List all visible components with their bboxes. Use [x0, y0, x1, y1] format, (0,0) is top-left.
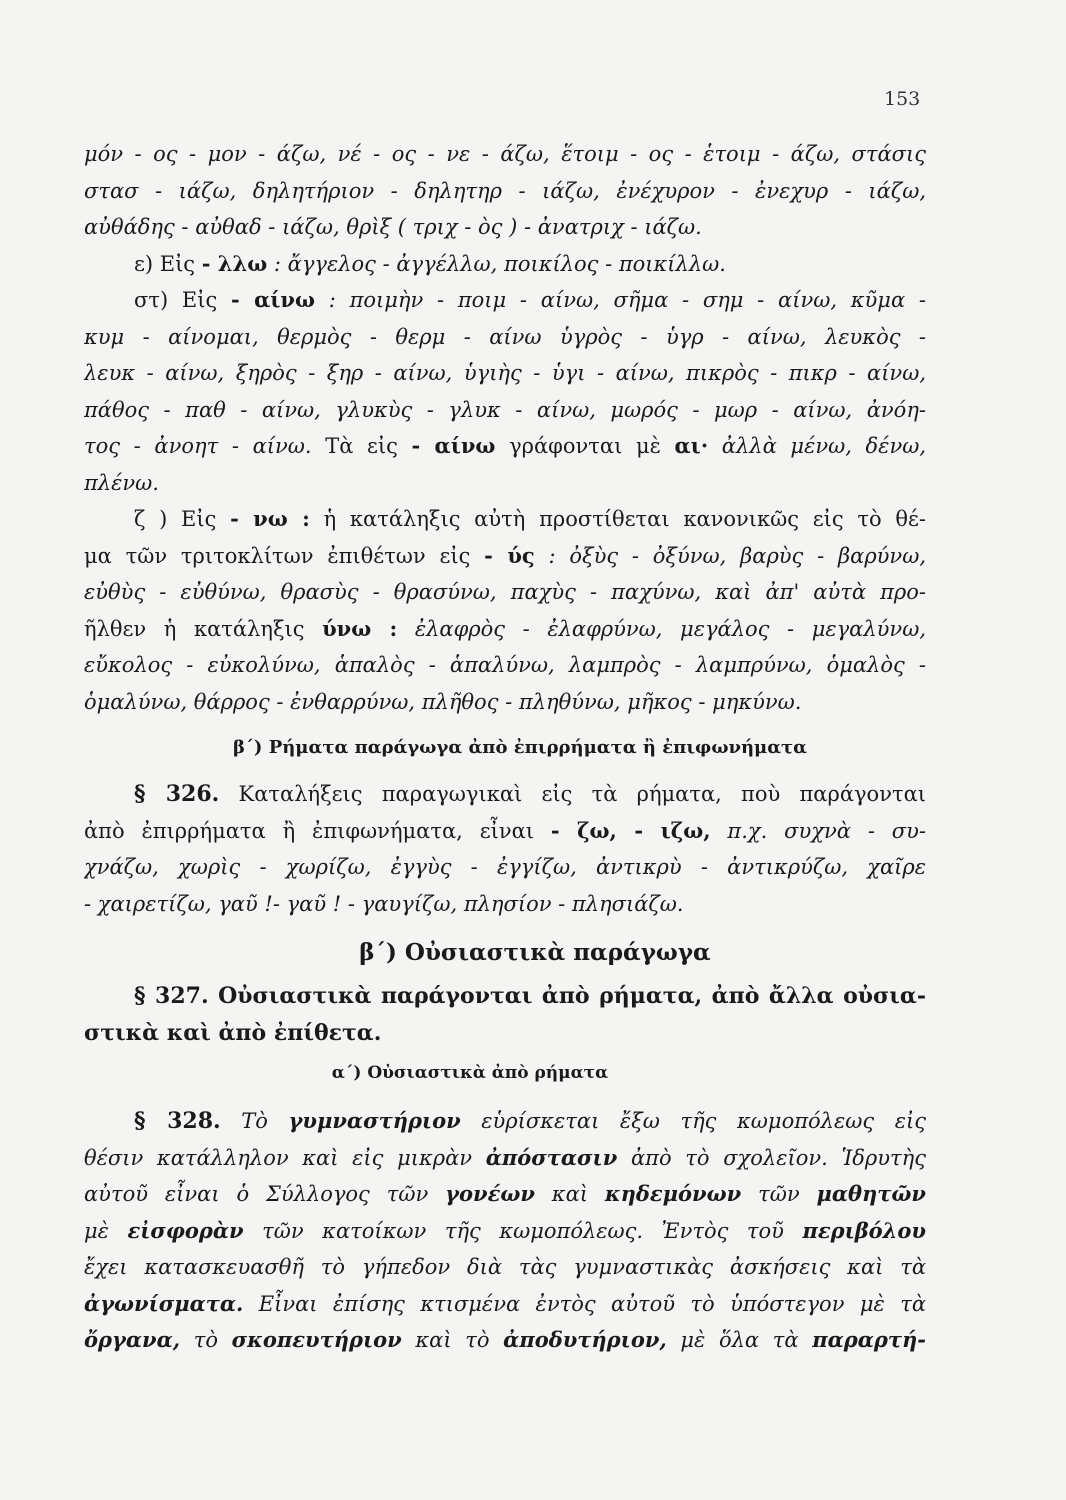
text-line	[84, 1322, 926, 1359]
suffix-bold: ύνω :	[322, 615, 398, 641]
text-line	[84, 1286, 926, 1323]
text-line	[84, 501, 926, 538]
text-span: ἡ κατάληξις αὐτὴ προστίθεται κανονικῶς εἰς τὸ θέ-	[309, 507, 926, 531]
text-span: ἔχει κατασκευασθῆ τὸ γήπεδον διὰ τὰς γυμναστικὰς ἀσκήσεις καὶ τὰ	[84, 1255, 926, 1279]
term-bold: σκοπευτήριον	[231, 1327, 402, 1352]
text-span: ἀπὸ ἐπιρρήματα ἢ ἐπιφωνήματα, εἶναι	[84, 818, 551, 843]
section-number: § 328.	[134, 1108, 221, 1134]
suffix-bold: - νω :	[230, 506, 310, 531]
text-span: αὐθάδης - αὐθαδ - ιάζω, θρὶξ ( τριχ - ὸς ) - ἀνατριχ - ιάζω.	[84, 215, 702, 239]
term-bold: εἰσφορὰν	[127, 1217, 244, 1243]
text-span: τὸ	[180, 1328, 232, 1352]
text-span: κυμ - αίνομαι, θερμὸς - θερμ - αίνω ὑγρὸς - ὑγρ - αίνω, λευκὸς -	[84, 324, 926, 349]
text-span: ἀλλὰ μένω, δένω,	[708, 434, 926, 458]
text-span: - χαιρετίζω, γαῦ !- γαῦ ! - γαυγίζω, πλησίον - πλησιάζω.	[84, 891, 684, 916]
text-line	[84, 465, 926, 502]
text-span: ζ ) Εἰς	[134, 507, 231, 531]
text-line	[84, 173, 926, 210]
text-span: θέσιν κατάλληλον καὶ εἰς μικρὰν	[84, 1145, 486, 1170]
suffix-bold: αι·	[674, 433, 709, 458]
term-bold: ὄργανα,	[84, 1327, 181, 1352]
text-line	[84, 1140, 926, 1177]
suffix-bold: - ζω, - ιζω,	[550, 817, 711, 843]
text-span: γράφονται μὲ	[495, 434, 675, 458]
term-bold: γονέων	[445, 1181, 535, 1206]
text-span: χνάζω, χωρὶς - χωρίζω, ἐγγὺς - ἐγγίζω, ἀντικρὺ - ἀντικρύζω, χαῖρε	[84, 855, 926, 879]
text-span: ῆλθεν ἡ κατάληξις	[84, 616, 323, 641]
text-span: μα τῶν τριτοκλίτων ἐπιθέτων εἰς	[84, 543, 485, 568]
text-span: τῶν	[741, 1182, 817, 1206]
text-line	[84, 1176, 926, 1213]
text-span: μὲ ὅλα τὰ	[666, 1328, 813, 1352]
text-span: εὐθὺς - εὐθύνω, θρασὺς - θρασύνω, παχὺς - παχύνω, καὶ ἀπ' αὐτὰ προ-	[84, 580, 926, 604]
text-span: ε) Εἰς	[134, 251, 202, 276]
text-span: τῶν κατοίκων τῆς κωμοπόλεως. Ἐντὸς τοῦ	[243, 1218, 803, 1243]
term-bold: γυμναστήριον	[288, 1108, 461, 1133]
text-span: πλένω.	[84, 470, 159, 495]
term-bold: ἀγωνίσματα.	[84, 1290, 244, 1316]
text-line	[84, 1015, 926, 1052]
text-span: Καταλήξεις παραγωγικαὶ εἰς τὰ ρήματα, ποὺ παράγονται	[219, 782, 926, 806]
text-span: εὔκολος - εὐκολύνω, ἁπαλὸς - ἁπαλύνω, λαμπρὸς - λαμπρύνω, ὁμαλὸς -	[84, 653, 926, 677]
text-line	[84, 1213, 926, 1250]
text-span: § 327. Οὐσιαστικὰ παράγονται ἀπὸ ρήματα, ἀπὸ ἄλλα οὐσια-	[134, 983, 926, 1009]
text-span: ἀπὸ τὸ σχολεῖον. Ἱδρυτὴς	[617, 1145, 926, 1170]
text-line	[84, 886, 926, 923]
text-line	[84, 538, 926, 575]
text-span: π.χ. συχνὰ - συ-	[710, 818, 926, 843]
text-span: στ) Εἰς	[134, 288, 231, 312]
text-span: ἐλαφρὸς - ἐλαφρύνω, μεγάλος - μεγαλύνω,	[397, 616, 926, 641]
text-span: στασ - ιάζω, δηλητήριον - δηλητηρ - ιάζω, ἐνέχυρον - ἐνεχυρ - ιάζω,	[84, 178, 926, 203]
text-span: : ἄγγελος - ἀγγέλλω, ποικίλος - ποικίλλω.	[267, 251, 726, 276]
body-text	[84, 136, 926, 1359]
text-span: : ὀξὺς - ὀξύνω, βαρὺς - βαρύνω,	[534, 543, 926, 568]
suffix-bold: - ύς	[484, 542, 535, 568]
text-line	[84, 647, 926, 684]
text-line	[84, 611, 926, 648]
subsection-heading: β΄) Ρήματα παράγωγα ἀπὸ ἐπιρρήματα ἢ ἐπιφωνήματα	[232, 737, 808, 758]
suffix-bold: - αίνω	[411, 433, 496, 458]
text-line	[84, 282, 926, 319]
text-line	[84, 209, 926, 246]
text-line	[84, 849, 926, 886]
text-span: αὐτοῦ εἶναι ὁ Σύλλογος τῶν	[84, 1182, 446, 1206]
text-line	[84, 684, 926, 721]
text-line	[84, 246, 926, 283]
text-span: εὑρίσκεται ἔξω τῆς κωμοπόλεως εἰς	[460, 1109, 926, 1133]
text-line	[84, 136, 926, 173]
text-line	[84, 978, 926, 1015]
page-number: 153	[884, 88, 921, 110]
subsection-heading: α΄) Οὐσιαστικὰ ἀπὸ ρήματα	[331, 1063, 609, 1083]
text-line	[84, 319, 926, 356]
term-bold: μαθητῶν	[816, 1181, 926, 1206]
text-line	[84, 776, 926, 813]
term-bold: κηδεμόνων	[604, 1181, 742, 1206]
text-span: πάθος - παθ - αίνω, γλυκὺς - γλυκ - αίνω, μωρός - μωρ - αίνω, ἀνόη-	[84, 397, 926, 422]
text-span: καὶ τὸ	[401, 1328, 504, 1352]
text-span: : ποιμὴν - ποιμ - αίνω, σῆμα - σημ - αίνω, κῦμα -	[314, 288, 926, 312]
text-span: Τὸ	[220, 1109, 289, 1133]
suffix-bold: - λλω	[201, 250, 268, 276]
section-heading: β΄) Οὐσιαστικὰ παράγωγα	[359, 939, 711, 966]
text-line	[84, 1103, 926, 1140]
term-bold: περιβόλου	[802, 1217, 926, 1243]
text-span: στικὰ καὶ ἀπὸ ἐπίθετα.	[84, 1019, 382, 1046]
term-bold: παραρτή-	[812, 1327, 926, 1352]
term-bold: ἀποδυτήριον,	[503, 1327, 667, 1352]
text-span: Τὰ εἰς	[311, 434, 412, 458]
text-span: καὶ	[534, 1182, 605, 1206]
text-span: μὲ	[84, 1218, 128, 1243]
text-span: Εἶναι ἐπίσης κτισμένα ἐντὸς αὐτοῦ τὸ ὑπόστεγον μὲ τὰ	[243, 1291, 926, 1316]
section-number: § 326.	[134, 781, 220, 807]
text-line	[84, 428, 926, 465]
text-span: λευκ - αίνω, ξηρὸς - ξηρ - αίνω, ὑγιὴς - ὑγι - αίνω, πικρὸς - πικρ - αίνω,	[84, 361, 926, 385]
text-line	[84, 813, 926, 850]
text-line	[84, 392, 926, 429]
text-line	[84, 574, 926, 611]
term-bold: ἀπόστασιν	[485, 1144, 618, 1170]
text-span: ὁμαλύνω, θάρρος - ἐνθαρρύνω, πλῆθος - πληθύνω, μῆκος - μηκύνω.	[84, 689, 802, 714]
text-span: τος - ἀνοητ - αίνω.	[84, 434, 312, 458]
text-line	[84, 355, 926, 392]
text-span: μόν - ος - μον - άζω, νέ - ος - νε - άζω, ἕτοιμ - ος - ἑτοιμ - άζω, στάσις	[84, 142, 926, 166]
suffix-bold: - αίνω	[230, 287, 315, 312]
text-line	[84, 1249, 926, 1286]
